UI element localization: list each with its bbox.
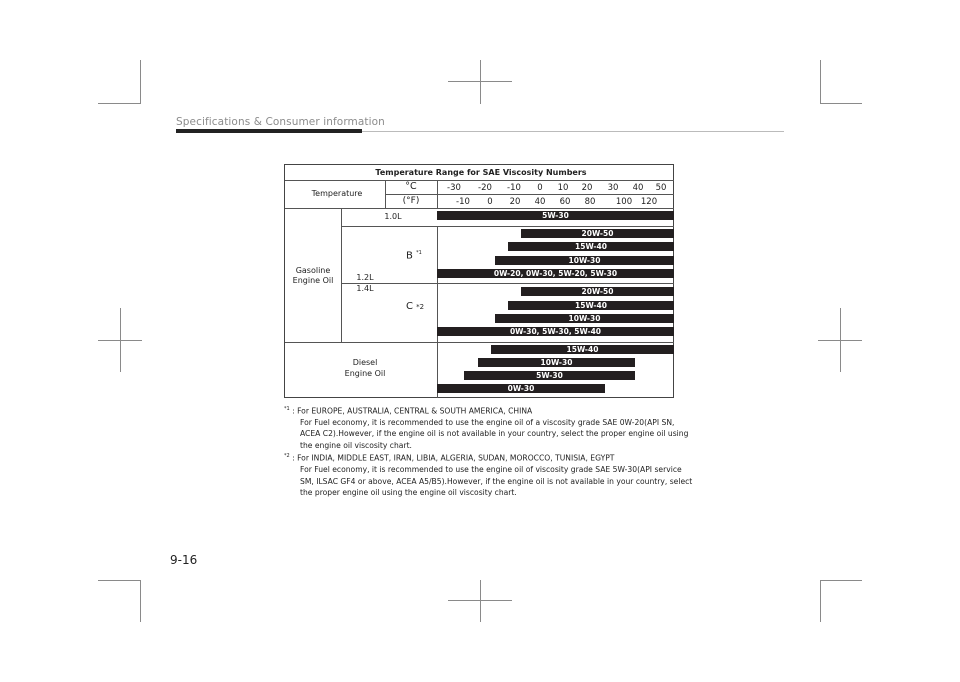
oil-bar-20w50: 20W-50	[521, 229, 674, 238]
section-title: Specifications & Consumer information	[176, 116, 385, 128]
gasoline-label-line1: Gasoline	[295, 266, 331, 275]
oil-bar-10w30: 10W-30	[495, 256, 674, 265]
chart-title: Temperature Range for SAE Viscosity Numbers	[375, 168, 587, 177]
fahrenheit-tick-label: 100	[615, 197, 633, 207]
oil-bar-10w30: 10W-30	[495, 314, 674, 323]
fahrenheit-tick-label: 60	[559, 197, 571, 207]
grid-line	[437, 226, 438, 398]
celsius-tick-label: -20	[478, 183, 492, 193]
grid-line	[341, 208, 342, 342]
engine-1-2l-label: 1.2L	[356, 273, 374, 282]
fahrenheit-tick-label: 20	[509, 197, 521, 207]
oil-bar-0w30-group: 0W-30, 5W-30, 5W-40	[437, 327, 674, 336]
oil-bar-5w30: 5W-30	[464, 371, 635, 380]
engine-1-4l-label: 1.4L	[356, 284, 374, 293]
celsius-tick-label: -30	[447, 183, 461, 193]
page-number: 9-16	[170, 553, 198, 567]
footnote-1-body: For Fuel economy, it is recommended to use the engine oil of a viscosity grade SAE 0W-20(API SN, ACEA C2).However, if the engine oil is not available in your country, select the proper engine oil using the engine oil viscosity chart.	[300, 417, 689, 450]
grade-b-label: B $^{*1}$	[406, 250, 422, 262]
gasoline-label-line2: Engine Oil	[292, 276, 334, 285]
footnote-2-body: For Fuel economy, it is recommended to use the engine oil of viscosity grade SAE 5W-30(API service SM, ILSAC GF4 or above, ACEA A5/B5).However, if the engine oil is not available in your country, select the proper engine oil using the engine oil viscosity chart.	[300, 465, 693, 497]
fahrenheit-tick-label: 120	[640, 197, 658, 207]
diesel-label-line2: Engine Oil	[344, 369, 386, 378]
celsius-tick-label: 0	[537, 183, 543, 193]
celsius-tick-label: 20	[581, 183, 593, 193]
footnotes	[284, 404, 694, 498]
oil-bar-0w20-group: 0W-20, 0W-30, 5W-20, 5W-30	[437, 269, 674, 278]
viscosity-chart	[284, 164, 674, 398]
grid-line	[437, 180, 438, 208]
celsius-tick-label: 30	[607, 183, 619, 193]
oil-bar-15w40: 15W-40	[508, 301, 674, 310]
oil-bar-10w30: 10W-30	[478, 358, 635, 367]
fahrenheit-tick-label: -10	[456, 197, 470, 207]
grid-line	[385, 194, 674, 195]
footnote-1-head: $^{*1}$ : For EUROPE, AUSTRALIA, CENTRAL & SOUTH AMERICA, CHINA	[284, 406, 533, 416]
diesel-label-line1: Diesel	[352, 358, 378, 367]
celsius-unit: °C	[405, 181, 417, 192]
celsius-tick-label: -10	[507, 183, 521, 193]
footnote-2-head: $^{*2}$ : For INDIA, MIDDLE EAST, IRAN, LIBIA, ALGERIA, SUDAN, MOROCCO, TUNISIA, EGYPT	[284, 453, 615, 463]
oil-bar-15w40: 15W-40	[508, 242, 674, 251]
celsius-tick-label: 50	[655, 183, 667, 193]
fahrenheit-tick-label: 80	[584, 197, 596, 207]
fahrenheit-tick-label: 40	[534, 197, 546, 207]
oil-bar-15w40: 15W-40	[491, 345, 674, 354]
grade-c-label: C *2	[406, 301, 425, 312]
oil-bar-0w30: 0W-30	[437, 384, 605, 393]
temperature-label: Temperature	[311, 189, 363, 198]
grid-line	[341, 283, 674, 284]
grid-line	[285, 208, 674, 209]
fahrenheit-tick-label: 0	[487, 197, 493, 207]
section-title-bar	[176, 129, 362, 133]
grid-line	[285, 342, 674, 343]
celsius-tick-label: 40	[632, 183, 644, 193]
engine-1-0l-label: 1.0L	[384, 212, 402, 221]
oil-bar-20w50: 20W-50	[521, 287, 674, 296]
celsius-tick-label: 10	[557, 183, 569, 193]
grid-line	[285, 180, 674, 181]
oil-bar-5w30: 5W-30	[437, 211, 674, 220]
grid-line	[341, 226, 674, 227]
fahrenheit-unit: (°F)	[402, 196, 420, 206]
section-title-rule	[362, 131, 784, 132]
